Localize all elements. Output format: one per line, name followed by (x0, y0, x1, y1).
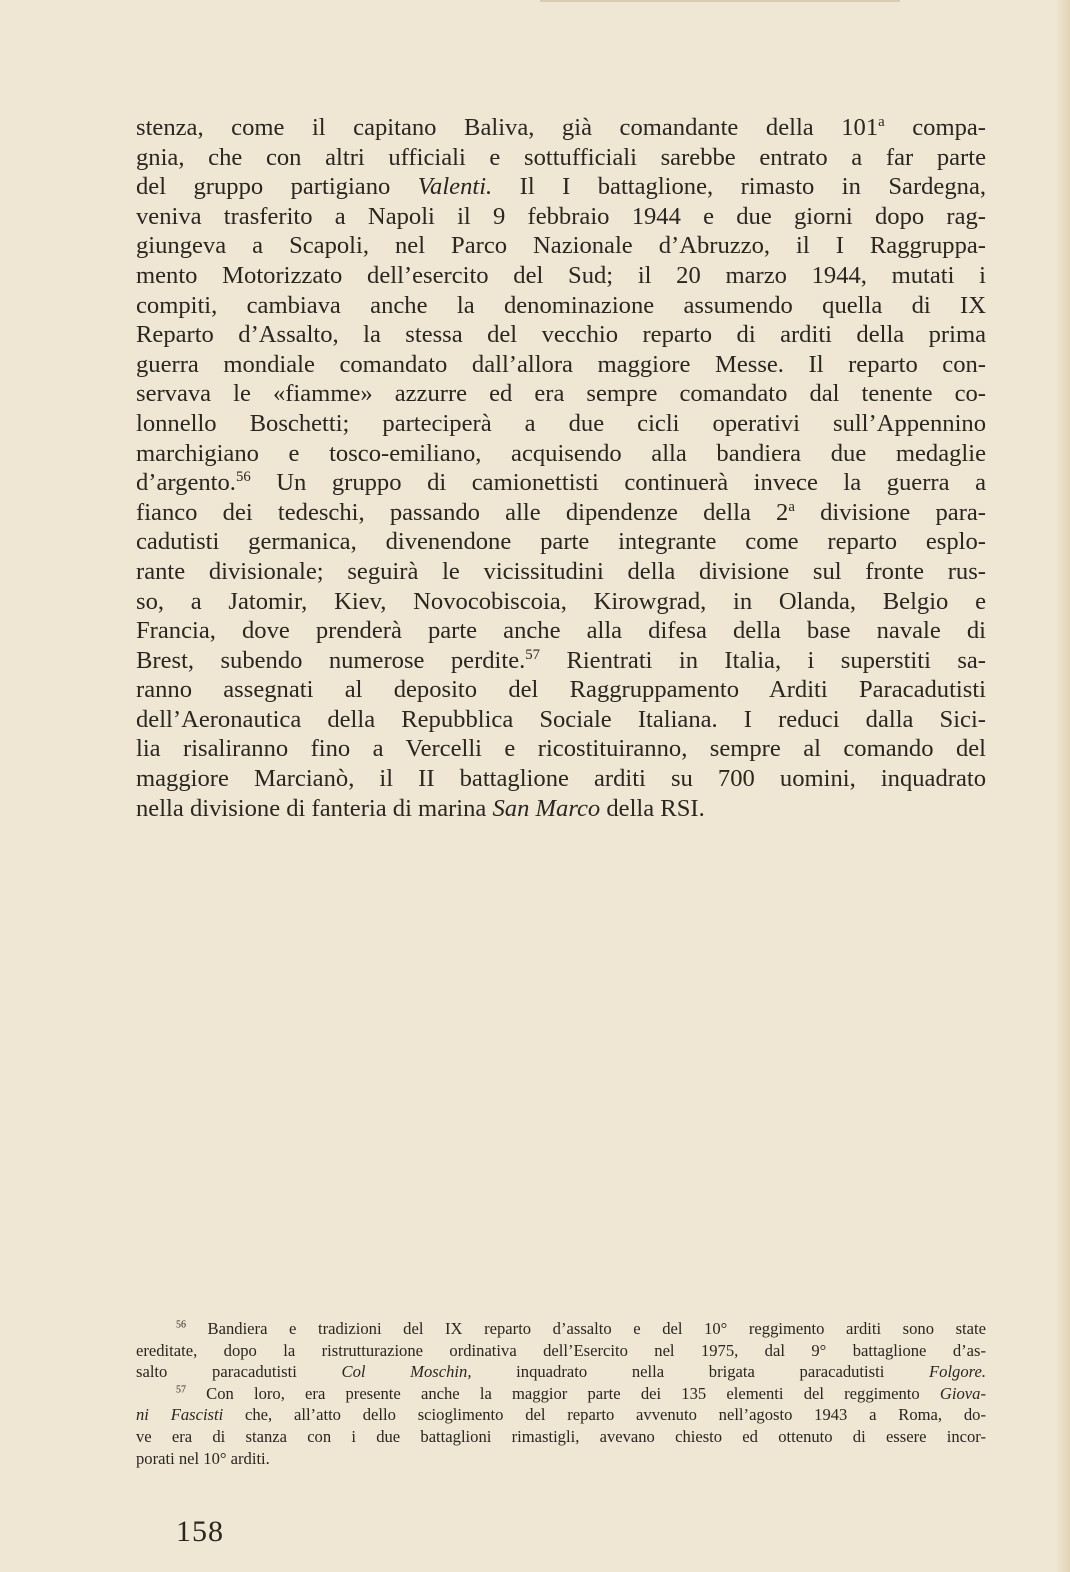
body-line (136, 527, 986, 557)
text-run: servava le «fiamme» azzurre ed era sempre comandato dal tenente co- (136, 380, 986, 408)
italic-text: San Marco (492, 794, 601, 822)
text-run: ranno assegnati al deposito del Raggruppamento Arditi Paracadutisti (136, 676, 986, 704)
body-line (136, 646, 986, 676)
body-line (136, 291, 986, 321)
top-rule (540, 0, 900, 2)
text-run: veniva trasferito a Napoli il 9 febbraio 1944 e due giorni dopo rag- (136, 202, 986, 230)
body-line (136, 143, 986, 173)
text-run: Rientrati in Italia, i superstiti sa- (540, 646, 986, 674)
text-run: Un gruppo di camionettisti continuerà invece la guerra a (250, 469, 986, 497)
footnote-line (136, 1404, 986, 1426)
text-run: Reparto d’Assalto, la stessa del vecchio reparto di arditi della prima (136, 321, 986, 349)
text-run: che, all’atto dello scioglimento del reparto avvenuto nell’agosto 1943 a Roma, do- (223, 1405, 986, 1425)
text-run: ve era di stanza con i due battaglioni rimastigli, avevano chiesto ed ottenuto di essere incor- (136, 1426, 986, 1446)
footnote-line (136, 1318, 986, 1340)
text-run: del gruppo partigiano (136, 173, 418, 201)
body-line (136, 172, 986, 202)
text-run: Francia, dove prenderà parte anche alla difesa della base navale di (136, 617, 986, 645)
text-run: Con loro, era presente anche la maggior parte dei 135 elementi del reggimento (185, 1383, 940, 1403)
text-run: lia risaliranno fino a Vercelli e ricostituiranno, sempre al comando del (136, 735, 986, 763)
text-run: nella divisione di fanteria di marina (136, 794, 493, 822)
text-run: della RSI. (600, 794, 705, 822)
italic-text: Giova- (939, 1383, 986, 1403)
footnote-line (136, 1426, 986, 1448)
italic-text: Valenti. (417, 173, 493, 201)
body-line (136, 557, 986, 587)
footnote-line (136, 1340, 986, 1362)
body-line (136, 468, 986, 498)
text-run: giungeva a Scapoli, nel Parco Nazionale d’Abruzzo, il I Raggruppa- (136, 232, 986, 260)
text-run: mento Motorizzato dell’esercito del Sud; il 20 marzo 1944, mutati i (136, 261, 986, 289)
footnote-line (136, 1383, 986, 1405)
text-run: porati nel 10° arditi. (136, 1448, 270, 1468)
text-run: maggiore Marcianò, il II battaglione arditi su 700 uomini, inquadrato (136, 765, 986, 793)
body-text (136, 113, 986, 823)
note-reference: a (878, 113, 885, 130)
italic-text: Folgore. (929, 1362, 987, 1382)
text-run: so, a Jatomir, Kiev, Novocobiscoia, Kirowgrad, in Olanda, Belgio e (136, 587, 986, 615)
body-line (136, 409, 986, 439)
body-line (136, 113, 986, 143)
body-line (136, 794, 986, 824)
body-line (136, 734, 986, 764)
page-edge (1056, 0, 1070, 1572)
text-run: cadutisti germanica, divenendone parte integrante come reparto esplo- (136, 528, 986, 556)
text-run: Il I battaglione, rimasto in Sardegna, (492, 173, 987, 201)
footnotes (136, 1318, 986, 1469)
body-line (136, 616, 986, 646)
text-run: Brest, subendo numerose perdite. (136, 646, 526, 674)
body-line (136, 231, 986, 261)
text-run: fianco dei tedeschi, passando alle dipendenze della 2 (136, 498, 789, 526)
note-reference: 57 (176, 1384, 186, 1396)
text-run: compa- (884, 114, 986, 141)
body-line (136, 379, 986, 409)
note-reference: 56 (176, 1319, 186, 1331)
text-run: lonnello Boschetti; parteciperà a due cicli operativi sull’Appennino (136, 409, 986, 437)
body-line (136, 320, 986, 350)
footnote-line (136, 1361, 986, 1383)
note-reference: 56 (235, 468, 251, 485)
text-run: divisione para- (794, 498, 986, 526)
text-run: dell’Aeronautica della Repubblica Sociale Italiana. I reduci dalla Sici- (136, 705, 986, 733)
body-line (136, 764, 986, 794)
note-reference: 57 (525, 646, 541, 663)
body-line (136, 705, 986, 735)
body-line (136, 498, 986, 528)
note-reference: a (788, 498, 795, 515)
text-run: gnia, che con altri ufficiali e sottufficiali sarebbe entrato a far parte (136, 143, 986, 171)
italic-text: ni Fascisti (136, 1405, 224, 1425)
italic-text: Col Moschin, (341, 1362, 472, 1382)
footnote-line (136, 1448, 986, 1470)
body-line (136, 202, 986, 232)
body-line (136, 261, 986, 291)
text-run: d’argento. (136, 469, 236, 497)
text-run: compiti, cambiava anche la denominazione assumendo quella di IX (136, 291, 986, 319)
text-run: rante divisionale; seguirà le vicissitudini della divisione sul fronte rus- (136, 557, 986, 585)
text-run: salto paracadutisti (136, 1362, 342, 1382)
page-number: 158 (176, 1515, 224, 1548)
text-run: ereditate, dopo la ristrutturazione ordinativa dell’Esercito nel 1975, dal 9° battaglione d’as- (136, 1340, 986, 1360)
text-run: inquadrato nella brigata paracadutisti (471, 1362, 930, 1382)
body-line (136, 350, 986, 380)
text-run: guerra mondiale comandato dall’allora maggiore Messe. Il reparto con- (136, 350, 986, 378)
body-line (136, 587, 986, 617)
body-line (136, 439, 986, 469)
body-line (136, 675, 986, 705)
text-run: marchigiano e tosco-emiliano, acquisendo alla bandiera due medaglie (136, 439, 986, 467)
text-run: Bandiera e tradizioni del IX reparto d’assalto e del 10° reggimento arditi sono state (185, 1319, 986, 1338)
text-run: stenza, come il capitano Baliva, già comandante della 101 (136, 114, 879, 141)
